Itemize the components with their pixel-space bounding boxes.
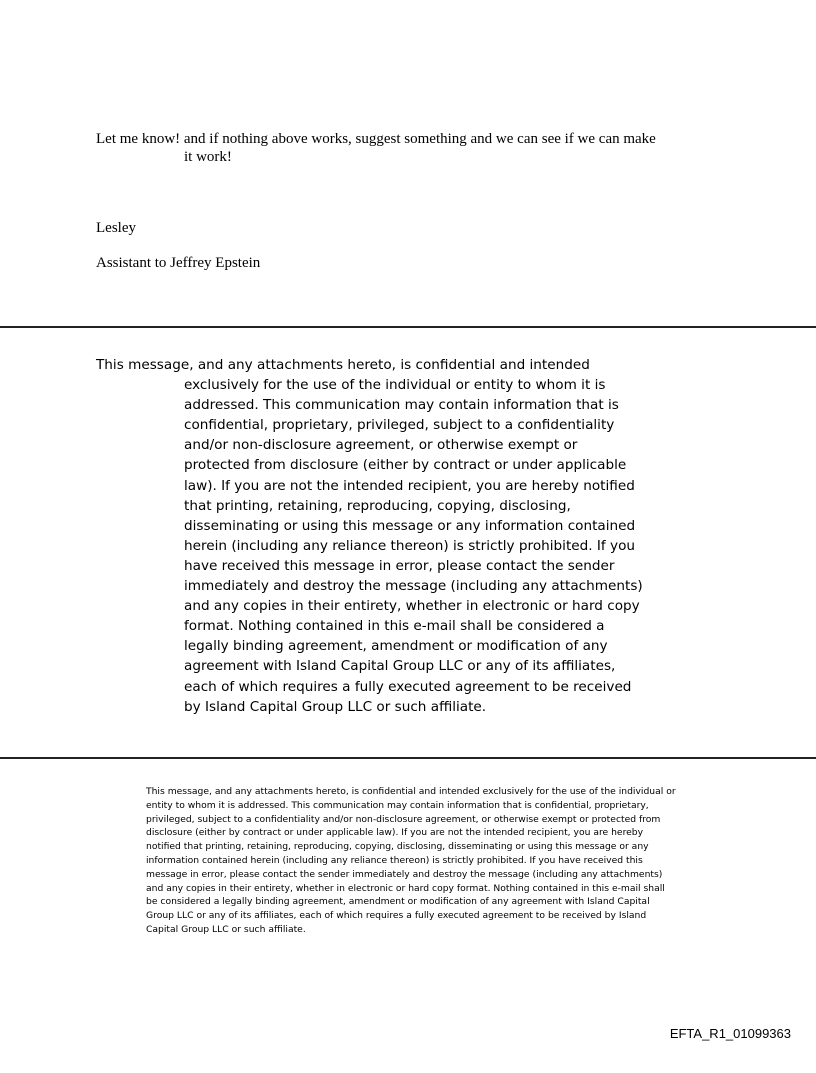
confidentiality-disclaimer-primary: This message, and any attachments hereto, is confidential and intended exclusively for the use of the individual or entity to whom it is addressed. This communication may contain information that is confidential, proprietary, privileged, subject to a confidentiality and/or non-disclosure agreement, or otherwise exempt or protected from disclosure (either by contract or under applicable law). If you are not the intended recipient, you are hereby notified that printing, retaining, reproducing, copying, disclosing, disseminating or using this message or any information contained herein (including any reliance thereon) is strictly prohibited. If you have received this message in error, please contact the sender immediately and destroy the message (including any attachments) and any copies in their entirety, whether in electronic or hard copy format. Nothing contained in this e-mail shall be considered a legally binding agreement, amendment or modification of any agreement with Island Capital Group LLC or any of its affiliates, each of which requires a fully executed agreement to be received by Island Capital Group LLC or such affiliate. (96, 357, 643, 715)
section-divider-bottom (0, 757, 816, 759)
signature-title: Assistant to Jeffrey Epstein (96, 255, 261, 271)
email-message-body (96, 130, 656, 166)
document-id-label: EFTA_R1_01099363 (669, 1026, 791, 1041)
section-divider-top (0, 326, 816, 328)
confidentiality-disclaimer-secondary: This message, and any attachments hereto, is confidential and intended exclusively for the use of the individual or entity to whom it is addressed. This communication may contain information that is confidential, proprietary, privileged, subject to a confidentiality and/or non-disclosure agreement, or otherwise exempt or protected from disclosure (either by contract or under applicable law). If you are not the intended recipient, you are hereby notified that printing, retaining, reproducing, copying, disclosing, disseminating or using this message or any information contained herein (including any reliance thereon) is strictly prohibited. If you have received this message in error, please contact the sender immediately and destroy the message (including any attachments) and any copies in their entirety, whether in electronic or hard copy format. Nothing contained in this e-mail shall be considered a legally binding agreement, amendment or modification of any agreement with Island Capital Group LLC or any of its affiliates, each of which requires a fully executed agreement to be received by Island Capital Group LLC or such affiliate. (146, 786, 676, 935)
email-body-text: Let me know! and if nothing above works, suggest something and we can see if we can make it work! (96, 131, 656, 165)
signature-name: Lesley (96, 220, 136, 236)
